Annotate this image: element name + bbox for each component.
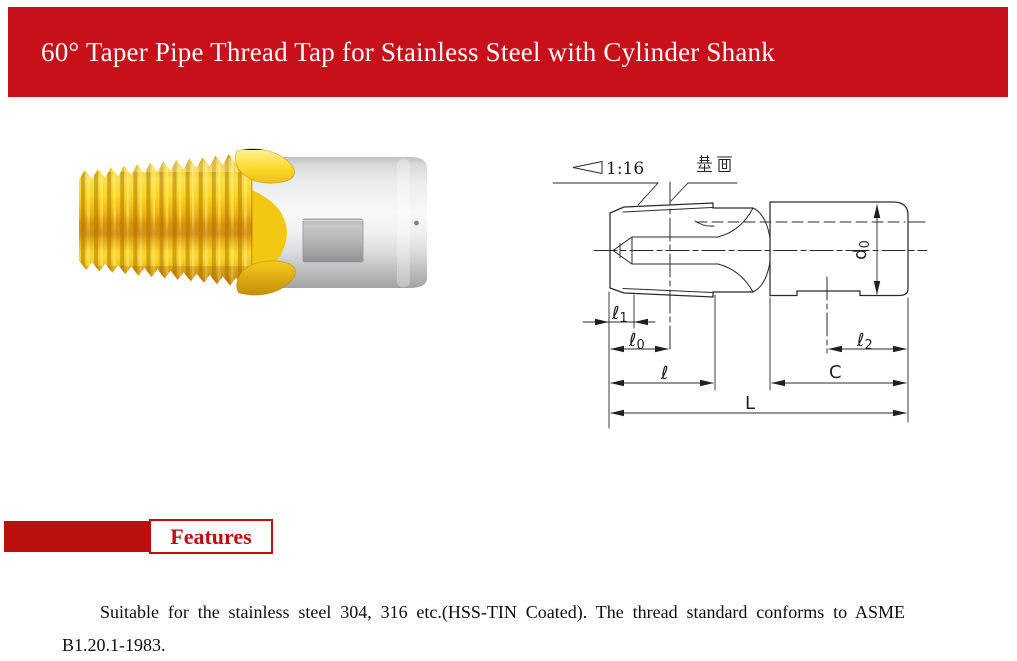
technical-drawing xyxy=(540,140,1017,440)
features-heading: Features xyxy=(170,523,252,549)
features-accent-bar xyxy=(4,521,149,552)
dimension-l1 xyxy=(583,303,655,326)
features-heading-box xyxy=(149,519,273,554)
dim-label-d0: d0 xyxy=(850,240,873,260)
shank-pin-hole xyxy=(414,221,419,226)
title-banner xyxy=(8,7,1008,97)
product-photo xyxy=(70,138,435,298)
hidden-thread-line xyxy=(695,221,925,226)
dimension-d0 xyxy=(850,205,877,294)
page-title: 60° Taper Pipe Thread Tap for Stainless Steel with Cylinder Shank xyxy=(41,36,775,67)
datum-face-label: 基面 xyxy=(697,156,731,176)
dimension-l0 xyxy=(611,330,668,353)
dim-label-l1: ℓ1 xyxy=(612,303,628,326)
extension-lines xyxy=(609,292,908,428)
dimension-C xyxy=(772,362,906,383)
dim-label-C: C xyxy=(829,362,842,383)
taper-callout xyxy=(553,159,658,205)
datum-face-callout xyxy=(671,156,737,202)
dim-label-l: ℓ xyxy=(661,363,669,384)
thread-shading xyxy=(79,150,254,295)
dimension-L xyxy=(611,393,906,414)
dim-label-l2: ℓ2 xyxy=(857,330,873,353)
square-drive-flat xyxy=(303,219,363,262)
features-body-text: Suitable for the stainless steel 304, 316 etc.(HSS-TIN Coated). The thread standard conforms to ASME B1.20.1-1983. xyxy=(62,602,905,655)
dim-label-L: L xyxy=(745,393,756,414)
dimension-l xyxy=(611,363,713,384)
dim-label-l0: ℓ0 xyxy=(629,330,645,353)
taper-symbol-icon xyxy=(573,162,602,174)
dimension-l2 xyxy=(829,330,906,353)
taper-ratio-label: 1:16 xyxy=(606,159,645,179)
